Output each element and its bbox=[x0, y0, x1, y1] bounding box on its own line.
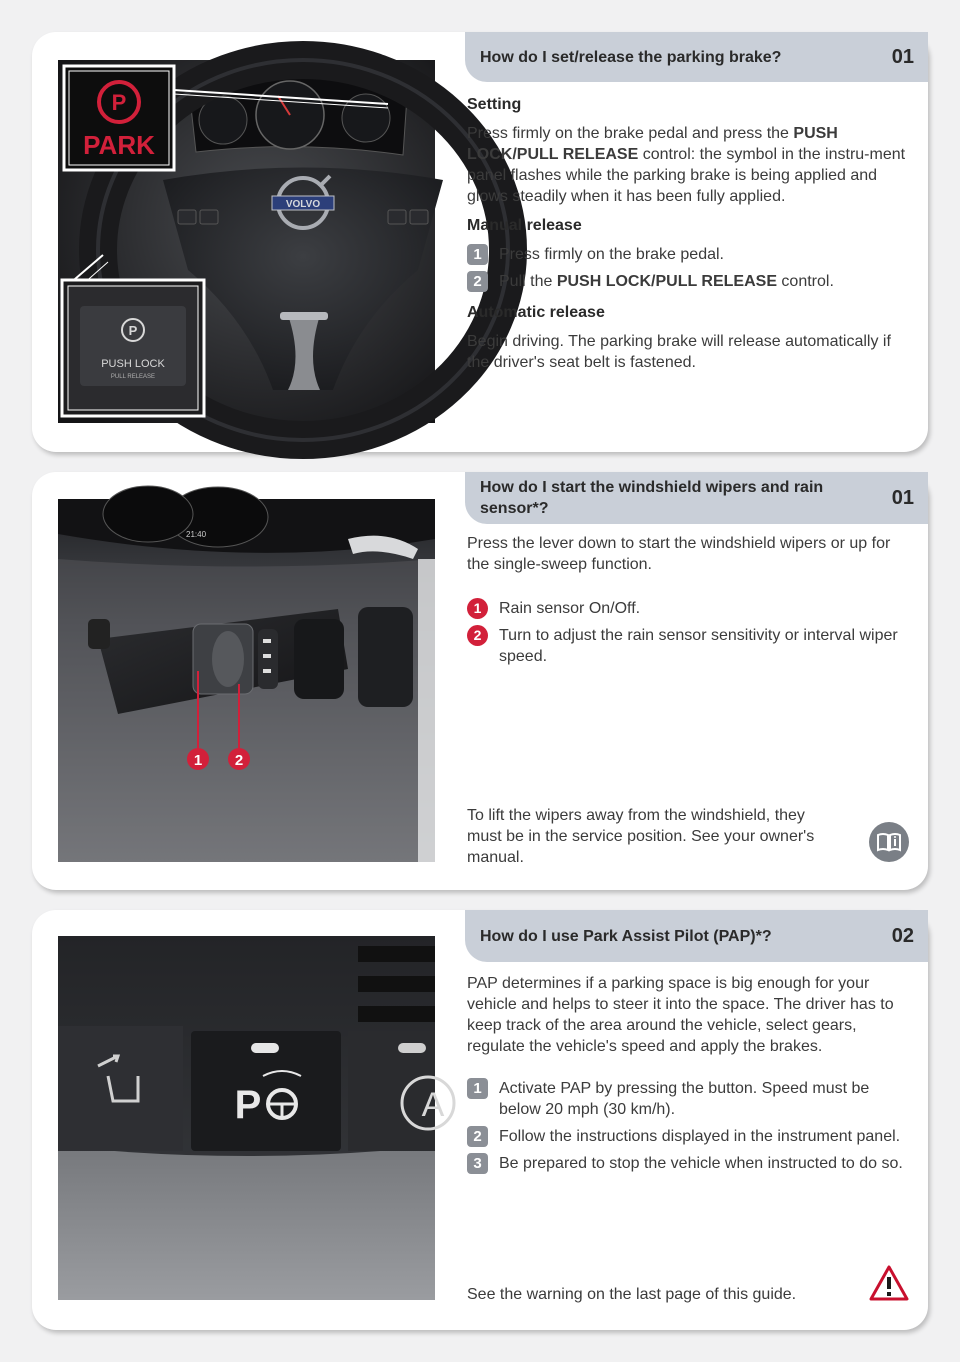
steering-wheel-illustration bbox=[58, 60, 435, 423]
step-text-suffix: control. bbox=[776, 273, 834, 290]
setting-text bbox=[467, 123, 907, 207]
automatic-release-text: Begin driving. The parking brake will release automatically if the driver's seat belt is fastened. bbox=[467, 333, 891, 371]
pap-button-symbol: P bbox=[234, 1083, 262, 1127]
card-park-assist-pilot bbox=[32, 910, 928, 1330]
section-number: 02 bbox=[891, 924, 914, 947]
pap-button-illustration bbox=[58, 936, 445, 1300]
card-title: How do I start the windshield wipers and rain sensor*? bbox=[480, 479, 824, 517]
pap-step bbox=[467, 1126, 907, 1147]
manual-release-heading: Manual release bbox=[467, 217, 582, 234]
wiper-step bbox=[467, 598, 907, 619]
step-number-badge: 1 bbox=[467, 1078, 488, 1099]
step-text: Activate PAP by pressing the button. Speed must be below 20 mph (30 km/h). bbox=[499, 1080, 870, 1118]
owners-manual-icon bbox=[869, 822, 909, 862]
push-lock-control-name: PUSH LOCK/PULL RELEASE bbox=[467, 125, 838, 163]
pap-step bbox=[467, 1078, 907, 1120]
step-number-badge: 3 bbox=[467, 1153, 488, 1174]
pap-button-photo bbox=[58, 936, 445, 1300]
wiper-lever-photo bbox=[58, 499, 435, 862]
pap-note: See the warning on the last page of this guide. bbox=[467, 1286, 797, 1303]
step-text bbox=[499, 271, 834, 292]
card-header bbox=[465, 910, 928, 962]
card-title: How do I use Park Assist Pilot (PAP)*? bbox=[480, 927, 772, 945]
wiper-note: To lift the wipers away from the windshield, they must be in the service position. See your owner's manual. bbox=[467, 807, 815, 866]
step-number-badge: 1 bbox=[467, 244, 488, 265]
park-label: PARK bbox=[83, 130, 155, 160]
wiper-intro: Press the lever down to start the windshield wipers or up for the single-sweep function. bbox=[467, 535, 891, 573]
step-number-badge: 1 bbox=[467, 598, 488, 619]
callout-1: 1 bbox=[193, 752, 203, 769]
right-button-symbol: A bbox=[421, 1086, 445, 1124]
pap-step bbox=[467, 1153, 907, 1174]
step-text: Rain sensor On/Off. bbox=[499, 600, 641, 617]
manual-step bbox=[467, 244, 907, 265]
card-windshield-wipers bbox=[32, 472, 928, 890]
pull-release-label: PULL RELEASE bbox=[110, 374, 156, 380]
card-title: How do I set/release the parking brake? bbox=[480, 48, 782, 66]
step-text: Turn to adjust the rain sensor sensitivity or interval wiper speed. bbox=[499, 627, 898, 665]
manual-step bbox=[467, 271, 907, 292]
step-text: Press firmly on the brake pedal. bbox=[499, 246, 724, 263]
setting-text-suffix: control: the symbol in the instru-ment panel flashes while the parking brake is being applied and glows steadily when it has been fully applied. bbox=[467, 146, 906, 205]
automatic-release-heading: Automatic release bbox=[467, 304, 605, 321]
step-text-bold: PUSH LOCK/PULL RELEASE bbox=[556, 273, 777, 290]
svg-text:P: P bbox=[128, 323, 138, 338]
step-number-badge: 2 bbox=[467, 1126, 488, 1147]
setting-text-prefix: Press firmly on the brake pedal and press the bbox=[467, 125, 794, 142]
park-symbol: P bbox=[111, 90, 127, 115]
step-number-badge: 2 bbox=[467, 271, 488, 292]
steering-wheel-photo bbox=[58, 60, 435, 423]
step-text-prefix: Pull the bbox=[499, 273, 557, 290]
setting-heading: Setting bbox=[467, 96, 522, 113]
card-header bbox=[465, 32, 928, 82]
section-number: 01 bbox=[891, 45, 914, 68]
volvo-badge-text: VOLVO bbox=[285, 199, 321, 210]
section-number: 01 bbox=[891, 486, 914, 509]
callout-2: 2 bbox=[234, 752, 244, 769]
pap-intro: PAP determines if a parking space is big enough for your vehicle and helps to steer it into the space. The driver has to keep track of the area around the vehicle, select gears, regulate the vehicle's speed and apply the brakes. bbox=[467, 975, 894, 1055]
step-number-badge: 2 bbox=[467, 625, 488, 646]
wiper-lever-illustration bbox=[58, 499, 435, 862]
card-body bbox=[467, 94, 907, 380]
cluster-reading: 21:40 bbox=[186, 530, 207, 539]
step-text: Follow the instructions displayed in the instrument panel. bbox=[499, 1128, 901, 1145]
push-lock-label: PUSH LOCK bbox=[101, 358, 165, 370]
card-parking-brake bbox=[32, 32, 928, 452]
wiper-step bbox=[467, 625, 907, 667]
warning-icon bbox=[869, 1265, 909, 1301]
card-body bbox=[467, 533, 907, 673]
card-header bbox=[465, 472, 928, 524]
step-text: Be prepared to stop the vehicle when instructed to do so. bbox=[499, 1155, 903, 1172]
card-body bbox=[467, 973, 907, 1180]
